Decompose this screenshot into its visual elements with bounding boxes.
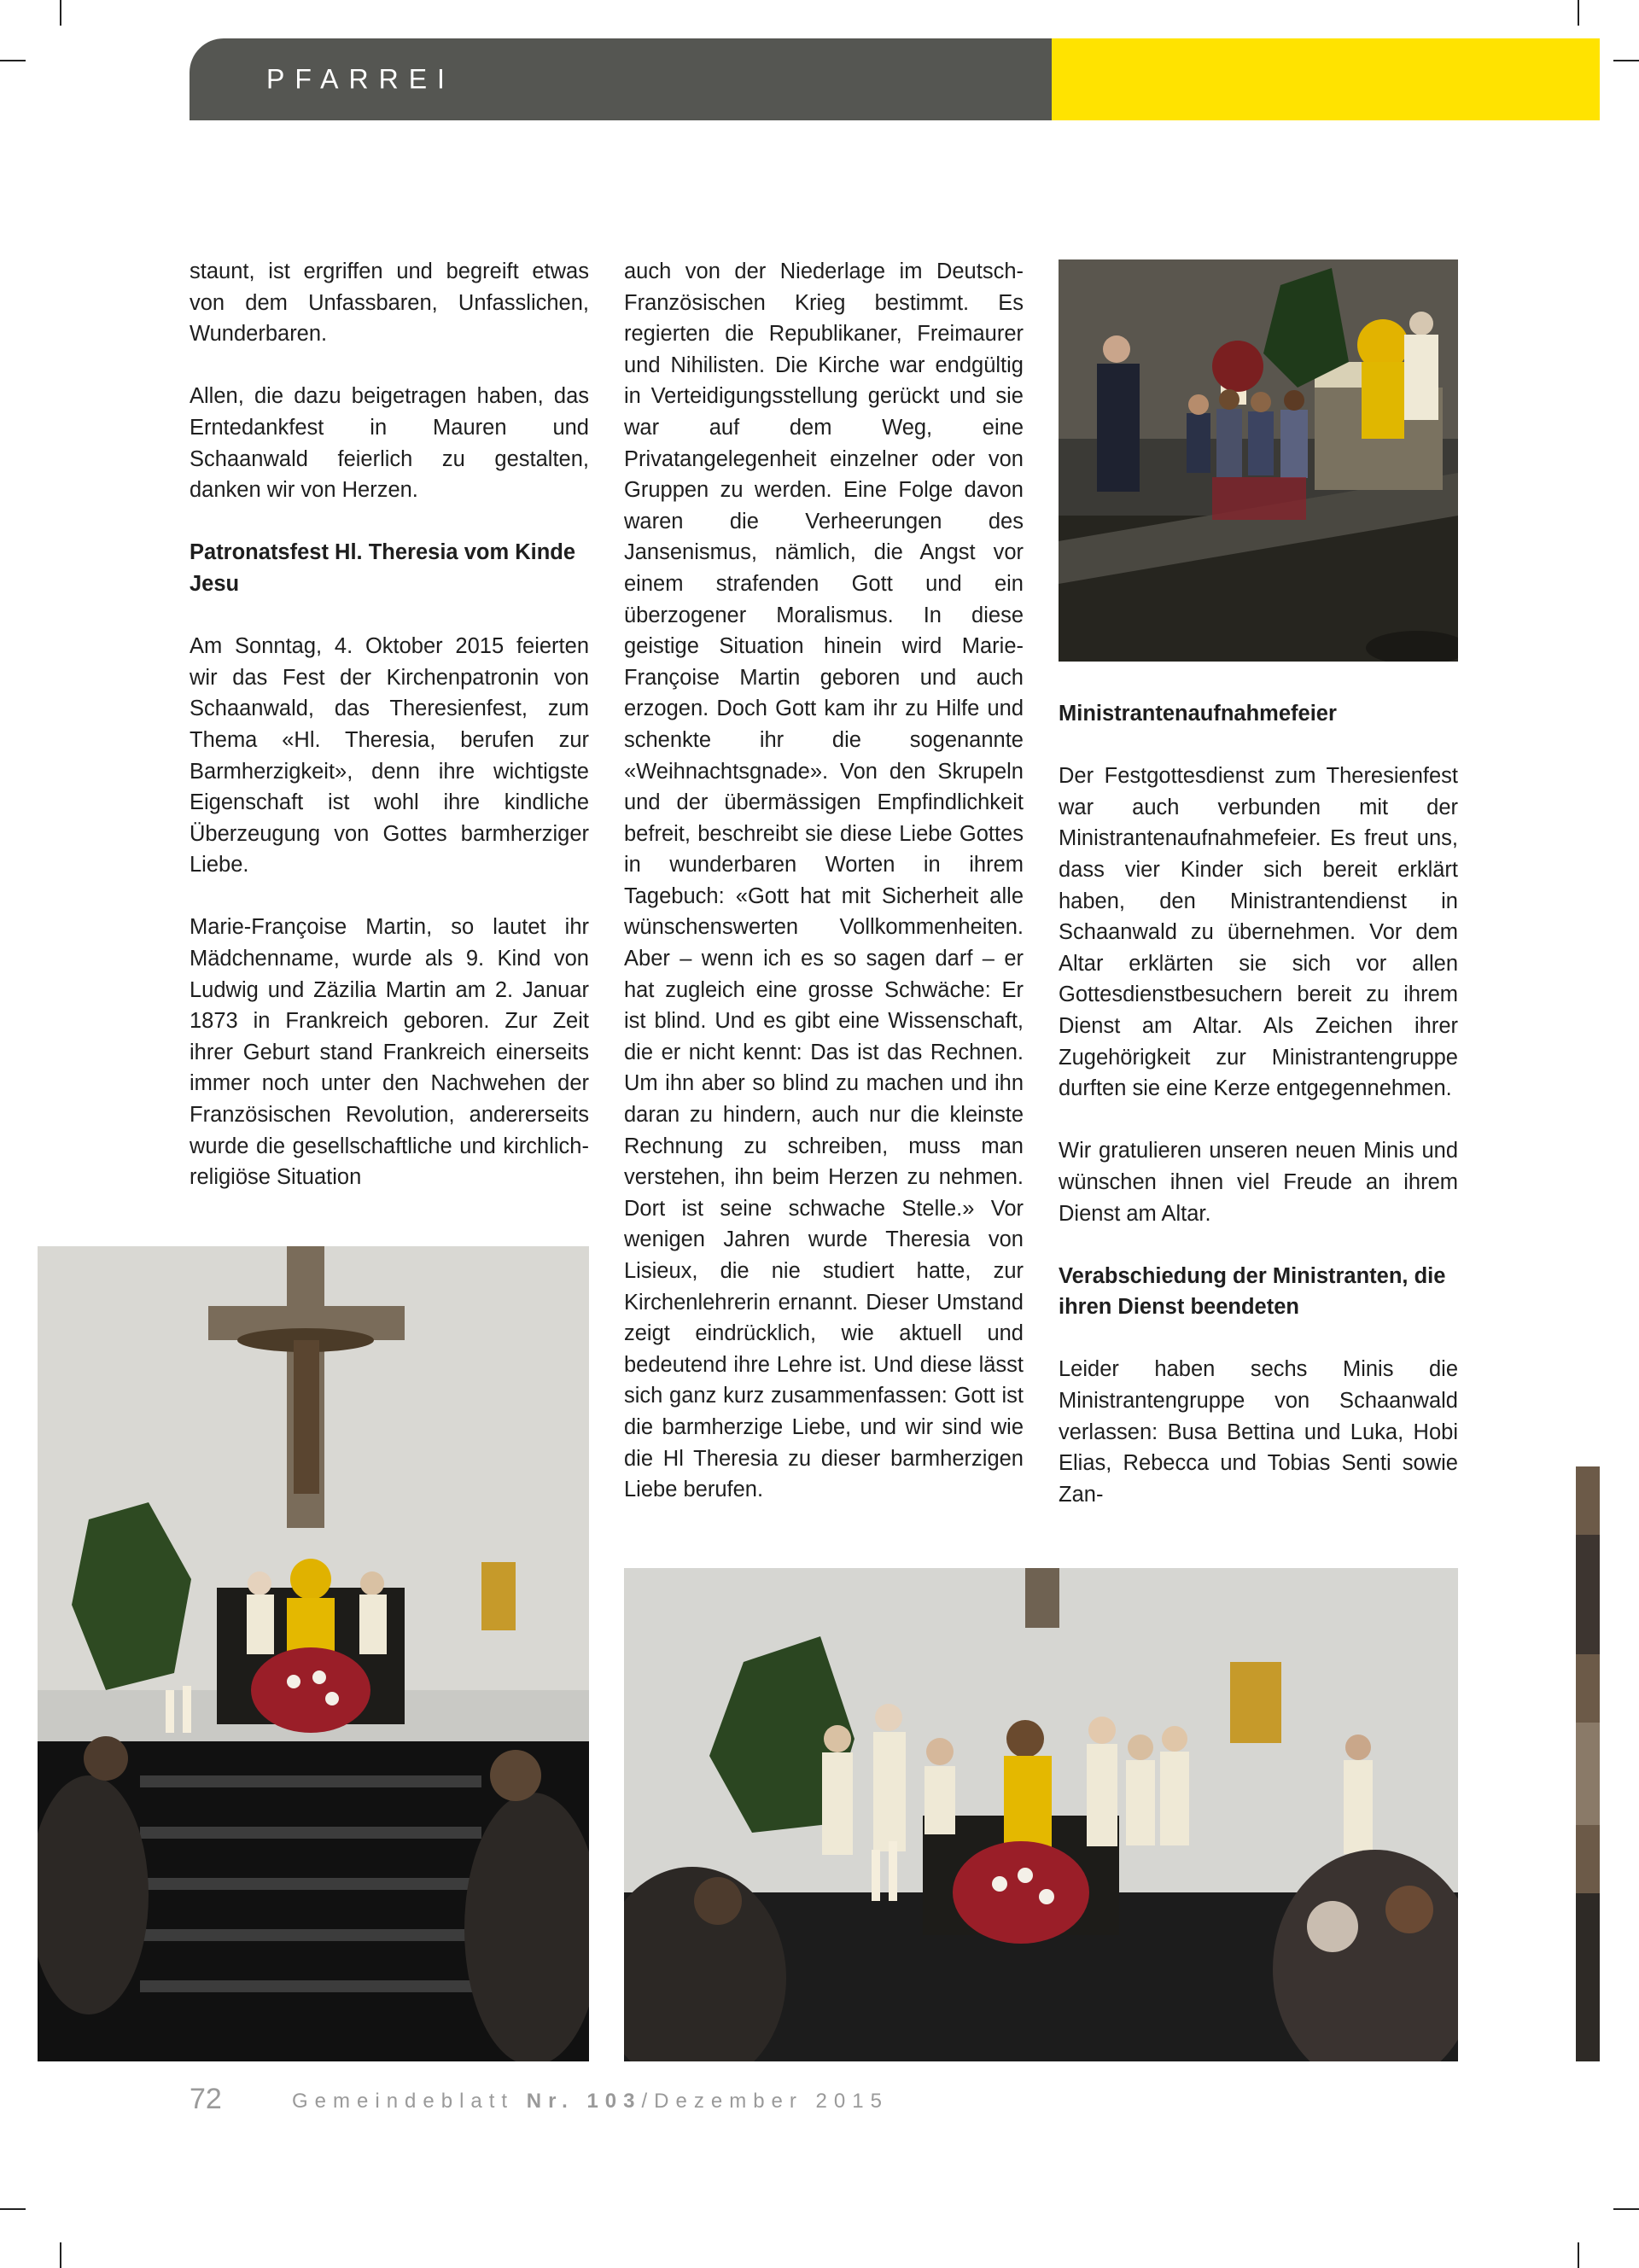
crop-mark (0, 2208, 26, 2210)
section-heading: Verabschiedung der Ministranten, die ihren Dienst beendeten (1059, 1263, 1446, 1320)
crop-mark (1578, 0, 1579, 26)
issue-number: 103 (586, 2090, 642, 2113)
crop-mark (0, 60, 26, 61)
section-heading: Patronatsfest Hl. Theresia vom Kinde Jesu (190, 540, 576, 596)
paragraph: Marie-Françoise Martin, so lautet ihr Mädchenname, wurde als 9. Kind von Ludwig und Zäzilia Martin am 2. Januar 1873 in Frankreich geboren. Zur Zeit ihrer Geburt stand Frankreich einerseits immer noch unter den Nachwehen der Französischen Revolution, andererseits wurde die gesellschaftliche und kirchlich-religiöse Situation (190, 915, 589, 1190)
paragraph: Allen, die dazu beigetragen haben, das Erntedankfest in Mauren und Schaanwald feierlich zu gestalten, danken wir von Herzen. (190, 384, 589, 503)
paragraph: auch von der Niederlage im Deutsch-Französischen Krieg bestimmt. Es regierten die Republikaner, Freimaurer und Nihilisten. Die Kirche war endgültig in Verteidigungsstellung gerückt und sie war auf dem Weg, eine Privatangelegenheit einzelner oder von Gruppen zu werden. Eine Folge davon waren die Verheerungen des Jansenismus, nämlich, die Angst vor einem strafenden Gott und ein überzogener Moralismus. In diese geistige Situation hinein wird Marie-Françoise Martin geboren und auch erzogen. Doch Gott kam ihr zu Hilfe und schenkte ihr die sogenannte «Weihnachtsgnade». Von den Skrupeln und der übermässigen Empfindlichkeit befreit, beschreibt sie diese Liebe Gottes in wunderbaren Worten in ihrem Tagebuch: «Gott hat mit Sicherheit alle wünschenswerten Vollkommenheiten. Aber – wenn ich es so sagen darf – er hat zugleich eine grosse Schwäche: Er ist blind. Und es gibt eine Wissenschaft, die er nicht kennt: Das ist das Rechnen. Um ihn aber so blind zu machen und ihn daran zu hindern, auch nur die kleinste Rechnung zu schreiben, muss man verstehen, ihn beim Herzen zu nehmen. Dort ist seine schwache Stelle.» Vor wenigen Jahren wurde Theresia von Lisieux, die nie studiert hatte, zur Kirchenlehrerin ernannt. Dieser Umstand zeigt eindrücklich, wie aktuell und bedeutend ihre Lehre ist. Und diese lässt sich ganz kurz zusammenfassen: Gott ist die barmherzige Liebe, und wir sind wie die Hl Theresia zu dieser barmherzigen Liebe berufen. (624, 259, 1024, 1502)
publication-line (292, 2090, 889, 2113)
photo-altar-ministrants (1059, 259, 1458, 662)
header-accent-block (1052, 38, 1600, 120)
page-number: 72 (190, 2083, 222, 2115)
article-column-1 (190, 256, 589, 1193)
issue-prefix: Nr. (526, 2090, 575, 2113)
crop-mark (1613, 60, 1639, 61)
paragraph: Der Festgottesdienst zum Theresienfest war auch verbunden mit der Ministrantenaufnahmefeier. Es freut uns, dass vier Kinder sich bereit erklärt haben, den Ministrantendienst in Schaanwald zu übernehmen. Vor dem Altar erklärten sie sich vor allen Gottesdienstbesuchern bereit zu ihrem Dienst am Altar. Als Zeichen ihrer Zugehörigkeit zur Ministrantengruppe durften sie eine Kerze entgegennehmen. (1059, 764, 1458, 1101)
crop-mark (1578, 2242, 1579, 2268)
photo-church-crucifix (38, 1246, 589, 2061)
paragraph: staunt, ist ergriffen und begreift etwas von dem Unfassbaren, Unfasslichen, Wunderbaren. (190, 259, 589, 347)
photo-altar-group (624, 1568, 1458, 2061)
article-column-2 (624, 256, 1024, 1506)
article-column-3 (1059, 698, 1458, 1510)
section-heading: Ministrantenaufnahmefeier (1059, 702, 1337, 726)
paragraph: Am Sonntag, 4. Oktober 2015 feierten wir das Fest der Kirchenpatronin von Schaanwald, das Theresienfest, zum Thema «Hl. Theresia, berufen zur Barmherzigkeit», denn ihre wichtigste Eigenschaft ist wohl ihre kindliche Überzeugung von Gottes barmherziger Liebe. (190, 634, 589, 877)
crop-mark (60, 2242, 61, 2268)
publication-name: Gemeindeblatt (292, 2090, 515, 2113)
paragraph: Leider haben sechs Minis die Ministrantengruppe von Schaanwald verlassen: Busa Bettina und Luka, Hobi Elias, Rebecca und Tobias Senti sowie Zan- (1059, 1357, 1458, 1507)
issue-date: /Dezember 2015 (641, 2090, 889, 2113)
crop-mark (1613, 2208, 1639, 2210)
crop-mark (60, 0, 61, 26)
section-title: PFARREI (266, 63, 455, 95)
photo-edge-fragment (1576, 1466, 1600, 2061)
section-header-bar (190, 38, 1052, 120)
paragraph: Wir gratulieren unseren neuen Minis und wünschen ihnen viel Freude an ihrem Dienst am Altar. (1059, 1139, 1458, 1226)
